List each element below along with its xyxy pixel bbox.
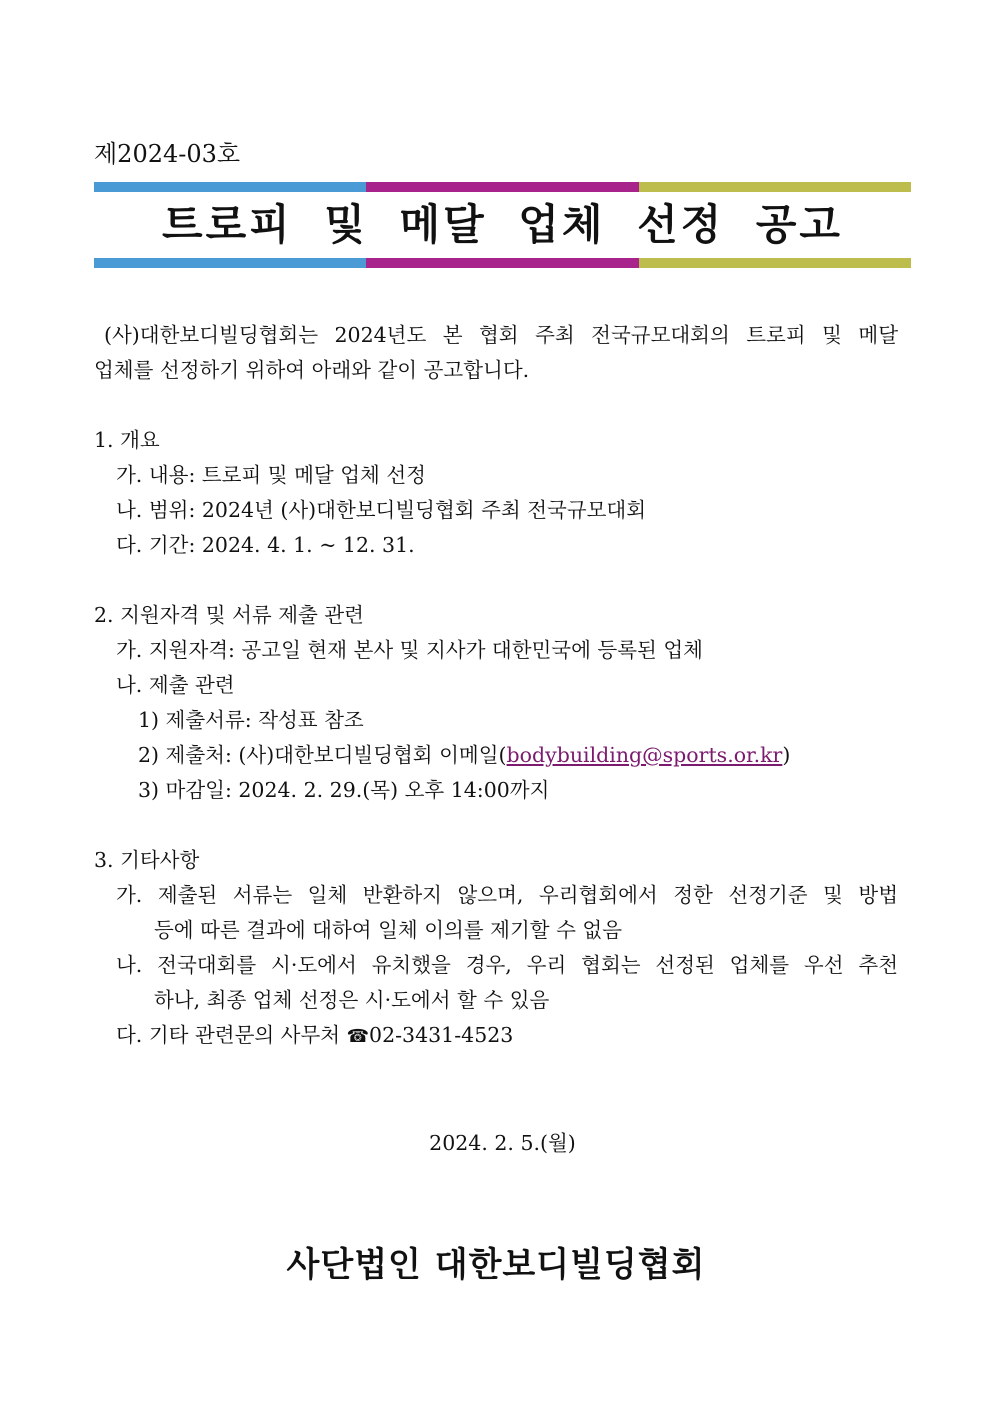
- bar-segment-blue: [94, 182, 366, 192]
- bar-segment-magenta: [366, 182, 638, 192]
- document-number: 제2024-03호: [94, 140, 241, 168]
- section-1-item: 가. 내용: 트로피 및 메달 업체 선정: [116, 463, 426, 487]
- intro-line-1: (사)대한보디빌딩협회는 2024년도 본 협회 주최 전국규모대회의 트로피 및 메달: [104, 323, 898, 347]
- section-2-sub-2: [94, 738, 898, 773]
- bar-segment-olive: [639, 258, 911, 268]
- section-3-item-a-line-2: 등에 따른 결과에 대하여 일체 이의를 제기할 수 없음: [154, 918, 622, 942]
- section-3-heading: 3. 기타사항: [94, 848, 200, 872]
- bar-segment-olive: [639, 182, 911, 192]
- section-2-sub-1: 1) 제출서류: 작성표 참조: [138, 708, 364, 732]
- section-2-item-b: 나. 제출 관련: [116, 673, 235, 697]
- section-1-item: 나. 범위: 2024년 (사)대한보디빌딩협회 주최 전국규모대회: [116, 498, 647, 522]
- section-3-item-b-line-2: 하나, 최종 업체 선정은 시·도에서 할 수 있음: [154, 988, 550, 1012]
- inquiry-label: 다. 기타 관련문의 사무처: [116, 1023, 347, 1047]
- email-link[interactable]: bodybuilding@sports.or.kr: [506, 743, 783, 767]
- section-2-heading: 2. 지원자격 및 서류 제출 관련: [94, 603, 364, 627]
- submission-label: 2) 제출처: (사)대한보디빌딩협회 이메일(: [138, 743, 507, 767]
- bar-segment-magenta: [366, 258, 638, 268]
- bar-segment-blue: [94, 258, 366, 268]
- document-body: [94, 318, 898, 1054]
- title-bar-top: [94, 182, 911, 192]
- section-2-item-a: 가. 지원자격: 공고일 현재 본사 및 지사가 대한민국에 등록된 업체: [116, 638, 703, 662]
- announcement-date: 2024. 2. 5.(월): [429, 1131, 576, 1155]
- section-1-item: 다. 기간: 2024. 4. 1. ~ 12. 31.: [116, 533, 415, 557]
- intro-line-2: 업체를 선정하기 위하여 아래와 같이 공고합니다.: [94, 358, 530, 382]
- page-title: 트로피 및 메달 업체 선정 공고: [162, 200, 843, 249]
- section-1-heading: 1. 개요: [94, 428, 160, 452]
- phone-number: 02-3431-4523: [369, 1023, 514, 1047]
- section-2-sub-3: 3) 마감일: 2024. 2. 29.(목) 오후 14:00까지: [138, 778, 550, 802]
- section-3-item-a-line-1: 가. 제출된 서류는 일체 반환하지 않으며, 우리협회에서 정한 선정기준 및 방법: [116, 883, 898, 907]
- submission-suffix: ): [782, 743, 791, 767]
- phone-icon: ☎: [346, 1026, 370, 1047]
- section-3-item-c: [94, 1018, 898, 1054]
- organization-name: 사단법인 대한보디빌딩협회: [286, 1245, 706, 1285]
- section-3-item-b-line-1: 나. 전국대회를 시·도에서 유치했을 경우, 우리 협회는 선정된 업체를 우선 추천: [116, 953, 898, 977]
- title-bar-bottom: [94, 258, 911, 268]
